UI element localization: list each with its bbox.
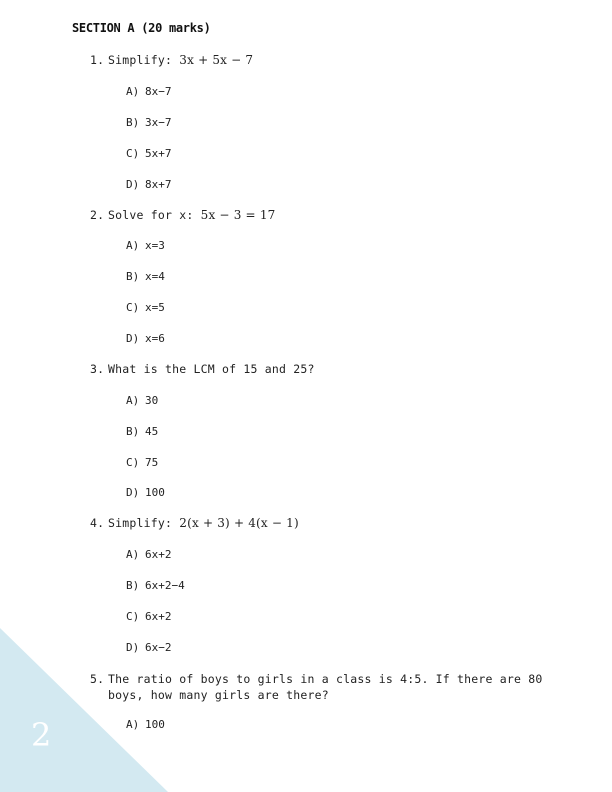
question-math: 3x + 5x − 7 — [179, 53, 254, 67]
question-5 — [90, 671, 543, 703]
option-4d: D) 6x−2 — [126, 641, 172, 654]
question-text: Simplify: — [108, 516, 180, 530]
section-title: SECTION A (20 marks) — [72, 21, 211, 35]
question-text: Solve for x: — [108, 208, 201, 222]
option-2b: B) x=4 — [126, 270, 165, 283]
option-1b: B) 3x−7 — [126, 116, 172, 129]
question-number: 4. — [90, 516, 105, 530]
page-number: 2 — [31, 716, 52, 754]
option-3b: B) 45 — [126, 425, 159, 438]
option-2c: C) x=5 — [126, 301, 165, 314]
question-text: What is the LCM of 15 and 25? — [108, 362, 315, 376]
question-2 — [90, 208, 275, 222]
option-1d: D) 8x+7 — [126, 178, 172, 191]
option-1a: A) 8x−7 — [126, 85, 172, 98]
option-3c: C) 75 — [126, 456, 159, 469]
question-text: Simplify: — [108, 53, 180, 67]
option-2a: A) x=3 — [126, 239, 165, 252]
question-number: 2. — [90, 208, 105, 222]
question-text-continued: boys, how many girls are there? — [108, 688, 329, 702]
option-3a: A) 30 — [126, 394, 159, 407]
question-math: 2(x + 3) + 4(x − 1) — [179, 516, 299, 530]
question-number: 5. — [90, 672, 105, 686]
option-5a: A) 100 — [126, 718, 165, 731]
option-3d: D) 100 — [126, 486, 165, 499]
option-4b: B) 6x+2−4 — [126, 579, 185, 592]
question-math: 5x − 3 = 17 — [200, 208, 276, 222]
question-4 — [90, 516, 299, 530]
option-4c: C) 6x+2 — [126, 610, 172, 623]
option-1c: C) 5x+7 — [126, 147, 172, 160]
question-number: 3. — [90, 362, 105, 376]
question-3 — [90, 362, 315, 376]
option-4a: A) 6x+2 — [126, 548, 172, 561]
question-text: The ratio of boys to girls in a class is 4:5. If there are 80 — [108, 672, 543, 686]
option-2d: D) x=6 — [126, 332, 165, 345]
question-number: 1. — [90, 53, 105, 67]
question-1 — [90, 53, 253, 67]
